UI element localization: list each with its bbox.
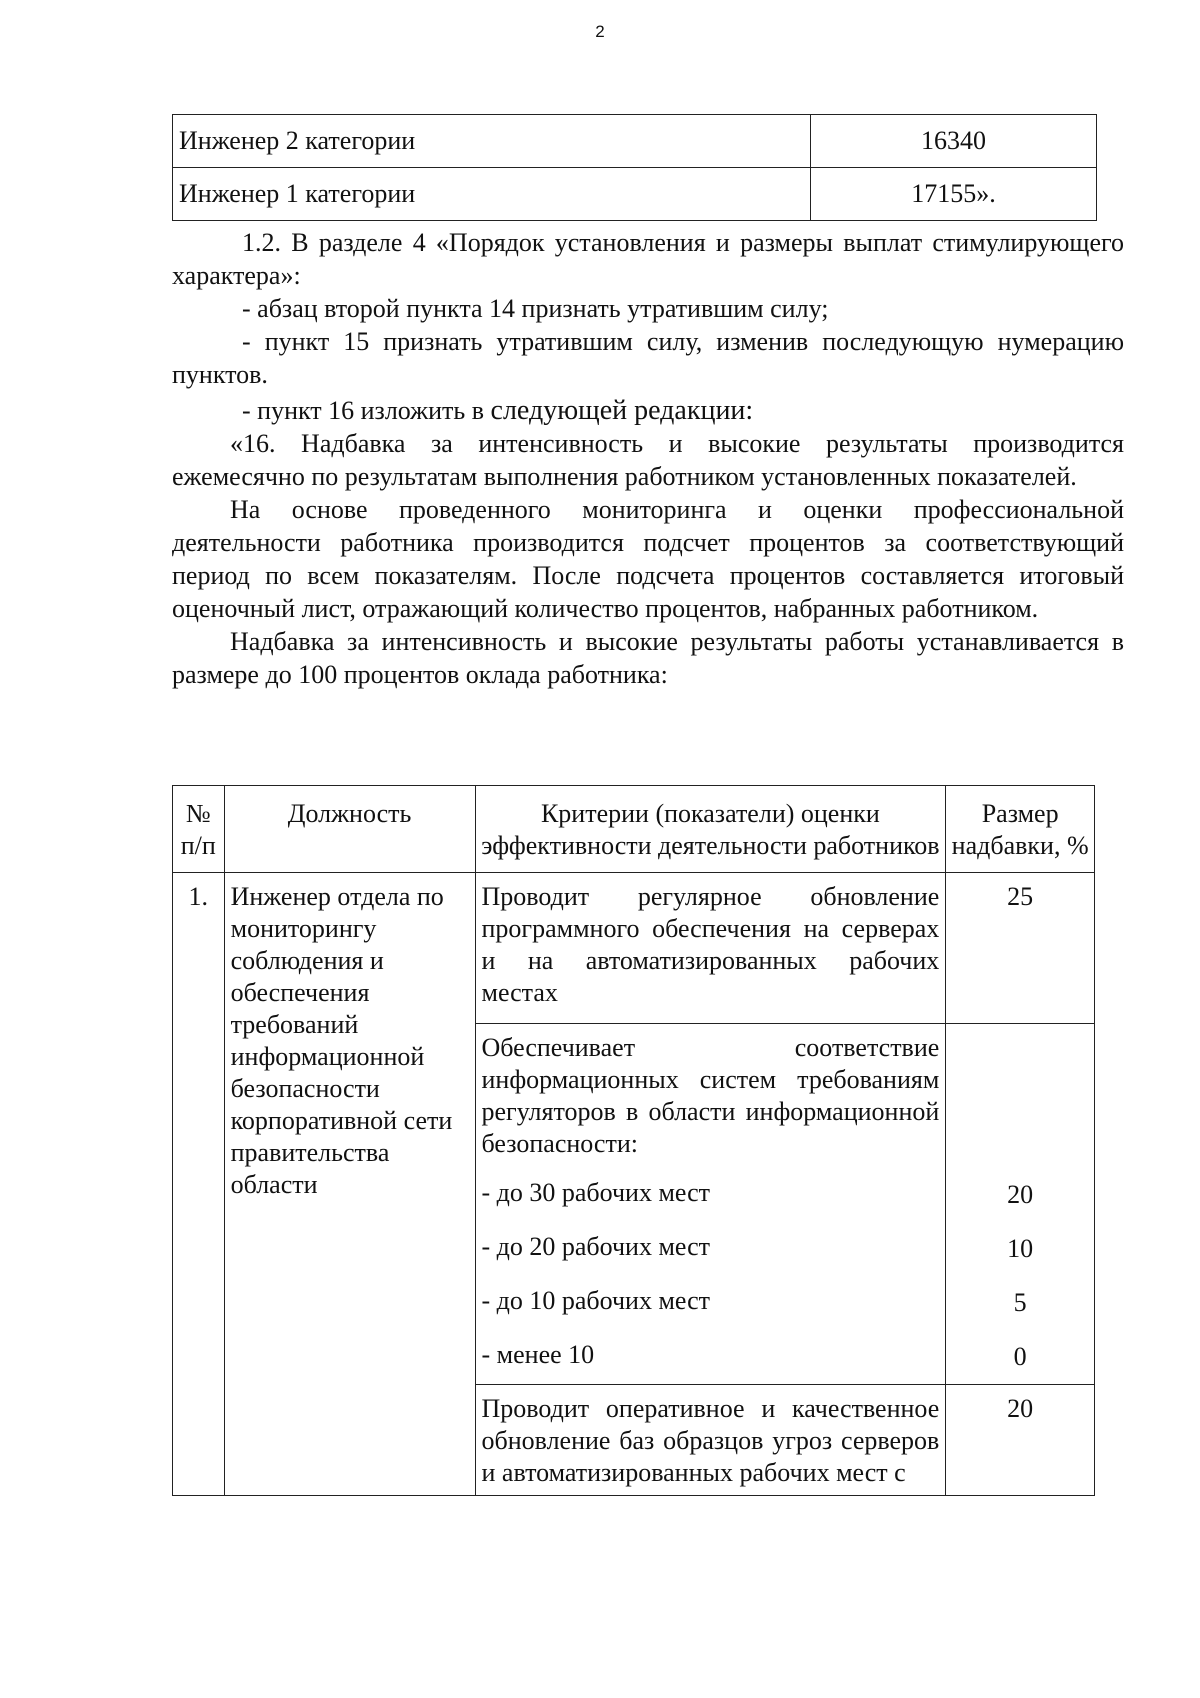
header-size: Размер надбавки, % (946, 786, 1095, 873)
row-num: 1. (173, 873, 225, 1496)
criterion-item: - менее 10 (481, 1340, 595, 1369)
criterion-cell (475, 1024, 946, 1385)
paragraph-16-text: «16. Надбавка за интенсивность и высокие результаты производится ежемесячно по результатам выполнения работником установленных показателей. (172, 429, 1124, 491)
paragraph-item-14: - абзац второй пункта 14 признать утратившим силу; (242, 294, 829, 323)
row-position: Инженер отдела по мониторингу соблюдения и обеспечения требований информационной безопасности корпоративной сети правительства области (224, 873, 475, 1496)
criterion-size: 25 (946, 873, 1095, 1024)
paragraph-item-16 (172, 394, 1124, 427)
table-row (173, 115, 1097, 168)
criterion-item: - до 30 рабочих мест (481, 1178, 711, 1207)
paragraph-item-16-end: следующей редакции: (490, 395, 754, 426)
criterion-text: Проводит регулярное обновление программного обеспечения на серверах и на автоматизированных рабочих местах (475, 873, 946, 1024)
header-criteria: Критерии (показатели) оценки эффективности деятельности работников (475, 786, 946, 873)
table-header-row (173, 786, 1095, 873)
criterion-item: - до 20 рабочих мест (481, 1232, 711, 1261)
table-row (173, 873, 1095, 1024)
page-number: 2 (595, 22, 605, 41)
criterion-text: Обеспечивает соответствие информационных систем требованиям регуляторов в области информационной безопасности: (481, 1033, 940, 1158)
criterion-item-size: 10 (1007, 1234, 1034, 1263)
criterion-text: Проводит оперативное и качественное обновление баз образцов угроз серверов и автоматизированных рабочих мест с (475, 1385, 946, 1496)
criterion-item: - до 10 рабочих мест (481, 1286, 711, 1315)
paragraph-bonus-size: Надбавка за интенсивность и высокие результаты работы устанавливается в размере до 100 процентов оклада работника: (172, 627, 1124, 689)
criterion-size-spacer (952, 1032, 1088, 1168)
paragraph-item-16-start: - пункт 16 изложить в (242, 396, 491, 425)
table-row (173, 168, 1097, 221)
criteria-table (172, 785, 1095, 1496)
amendment-text (172, 226, 1124, 691)
salary-position: Инженер 2 категории (173, 115, 811, 168)
paragraph-section-4: 1.2. В разделе 4 «Порядок установления и размеры выплат стимулирующего характера»: (172, 228, 1124, 290)
salary-amount: 17155». (811, 168, 1097, 221)
criterion-size: 20 (946, 1385, 1095, 1496)
criterion-size-cell (946, 1024, 1095, 1385)
header-num: № п/п (173, 786, 225, 873)
salary-position: Инженер 1 категории (173, 168, 811, 221)
criterion-item-size: 0 (1013, 1342, 1027, 1371)
paragraph-item-15: - пункт 15 признать утратившим силу, изменив последующую нумерацию пунктов. (172, 327, 1124, 389)
header-position: Должность (224, 786, 475, 873)
paragraph-monitoring: На основе проведенного мониторинга и оценки профессиональной деятельности работника производится подсчет процентов за соответствующий период по всем показателям. После подсчета процентов составляется итоговый оценочный лист, отражающий количество процентов, набранных работником. (172, 495, 1124, 623)
criterion-item-size: 5 (1013, 1288, 1027, 1317)
salary-table (172, 114, 1097, 221)
criterion-item-size: 20 (1007, 1180, 1034, 1209)
salary-amount: 16340 (811, 115, 1097, 168)
